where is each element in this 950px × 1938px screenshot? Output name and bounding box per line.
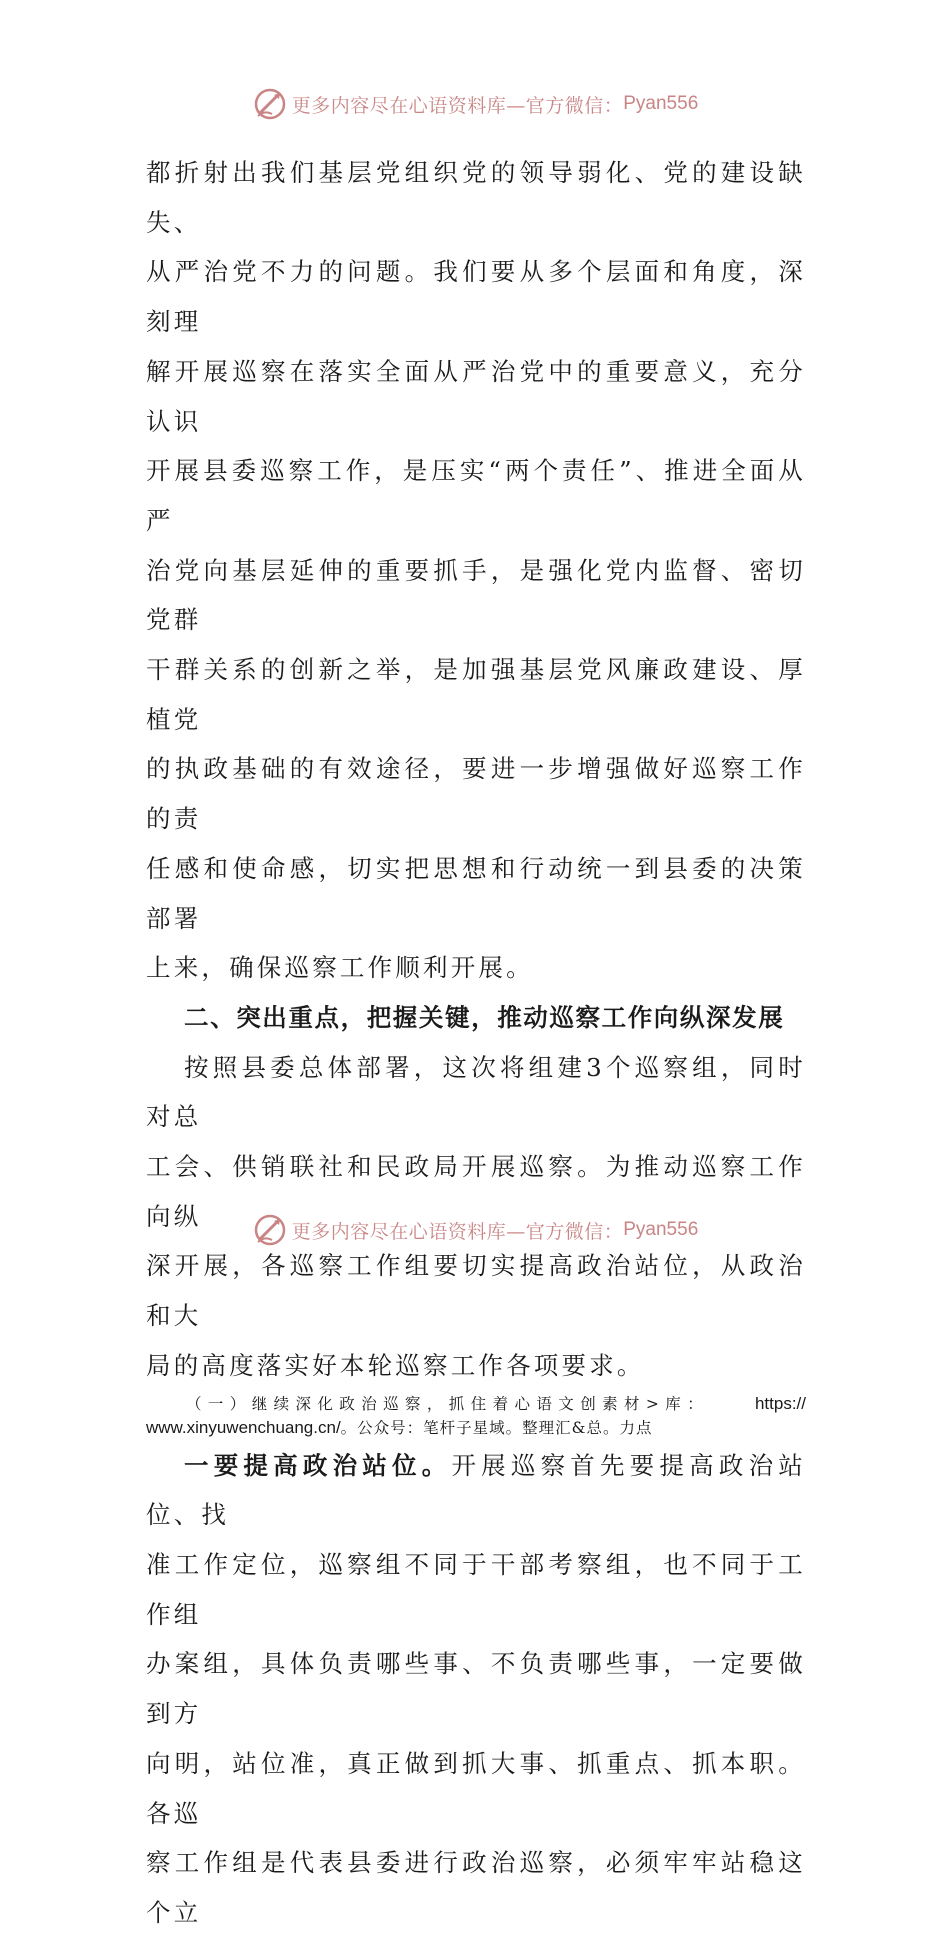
text-span: 开展巡察首先要提高政治站位、找 (146, 1450, 806, 1530)
banner-text: 更多内容尽在心语资料库—官方微信： (291, 94, 624, 117)
section-heading: 二、突出重点，把握关键，推动巡察工作向纵深发展 (184, 1002, 785, 1032)
text-line: 察工作组是代表县委进行政治巡察，必须牢牢站稳这个立 (146, 1848, 806, 1927)
banner-text: 更多内容尽在心语资料库—官方微信： (291, 1220, 624, 1243)
text-line: 开展县委巡察工作，是压实“两个责任”、推进全面从严 (146, 456, 806, 535)
text-line: 干群关系的创新之举，是加强基层党风廉政建设、厚植党 (146, 655, 806, 734)
paragraph-1 (146, 148, 806, 993)
text-line: 局的高度落实好本轮巡察工作各项要求。 (146, 1350, 645, 1380)
banner-handle: Pyan556 (623, 93, 699, 114)
subheading-url-rest: www.xinyuwenchuang.cn/ (146, 1417, 341, 1437)
footer-watermark-banner (0, 1208, 950, 1252)
subheading-url-start: https:// (754, 1393, 806, 1413)
document-body (146, 148, 806, 1938)
text-line: 工会、供销联社和民政局开展巡察。为推动巡察工作向纵 (146, 1152, 806, 1231)
pen-logo-icon (252, 1212, 288, 1248)
text-line: 按照县委总体部署，这次将组建3个巡察组，同时对总 (146, 1052, 806, 1132)
text-line: 的执政基础的有效途径，要进一步增强做好巡察工作的责 (146, 754, 806, 834)
text-line (146, 1441, 806, 1540)
header-watermark-banner (0, 82, 950, 126)
banner-handle: Pyan556 (623, 1219, 699, 1240)
lead-phrase: 一要提高政治站位。 (184, 1450, 452, 1480)
text-line: 治党向基层延伸的重要抓手，是强化党内监督、密切党群 (146, 555, 806, 635)
subheading-text-rest: 。公众号：笔杆子星域。整理汇&总。力点 (340, 1418, 653, 1437)
subheading-text: （一）继续深化政治巡察，抓住着心语文创素材>库： (186, 1394, 710, 1413)
text-line: 准工作定位，巡察组不同于干部考察组，也不同于工作组 (146, 1549, 806, 1629)
text-line: 都折射出我们基层党组织党的领导弱化、党的建设缺失、 (146, 158, 806, 237)
text-line: 任感和使命感，切实把思想和行动统一到县委的决策部署 (146, 853, 806, 933)
text-line: 办案组，具体负责哪些事、不负责哪些事，一定要做到方 (146, 1649, 806, 1729)
text-line: 从严治党不力的问题。我们要从多个层面和角度，深刻理 (146, 257, 806, 337)
text-line: 深开展，各巡察工作组要切实提高政治站位，从政治和大 (146, 1251, 806, 1331)
text-line: 向明，站位准，真正做到抓大事、抓重点、抓本职。各巡 (146, 1748, 806, 1828)
subheading-small (146, 1391, 806, 1441)
pen-logo-icon (252, 86, 288, 122)
paragraph-3 (146, 1441, 806, 1938)
text-line: 解开展巡察在落实全面从严治党中的重要意义，充分认识 (146, 356, 806, 436)
text-line: 上来，确保巡察工作顺利开展。 (146, 953, 534, 983)
